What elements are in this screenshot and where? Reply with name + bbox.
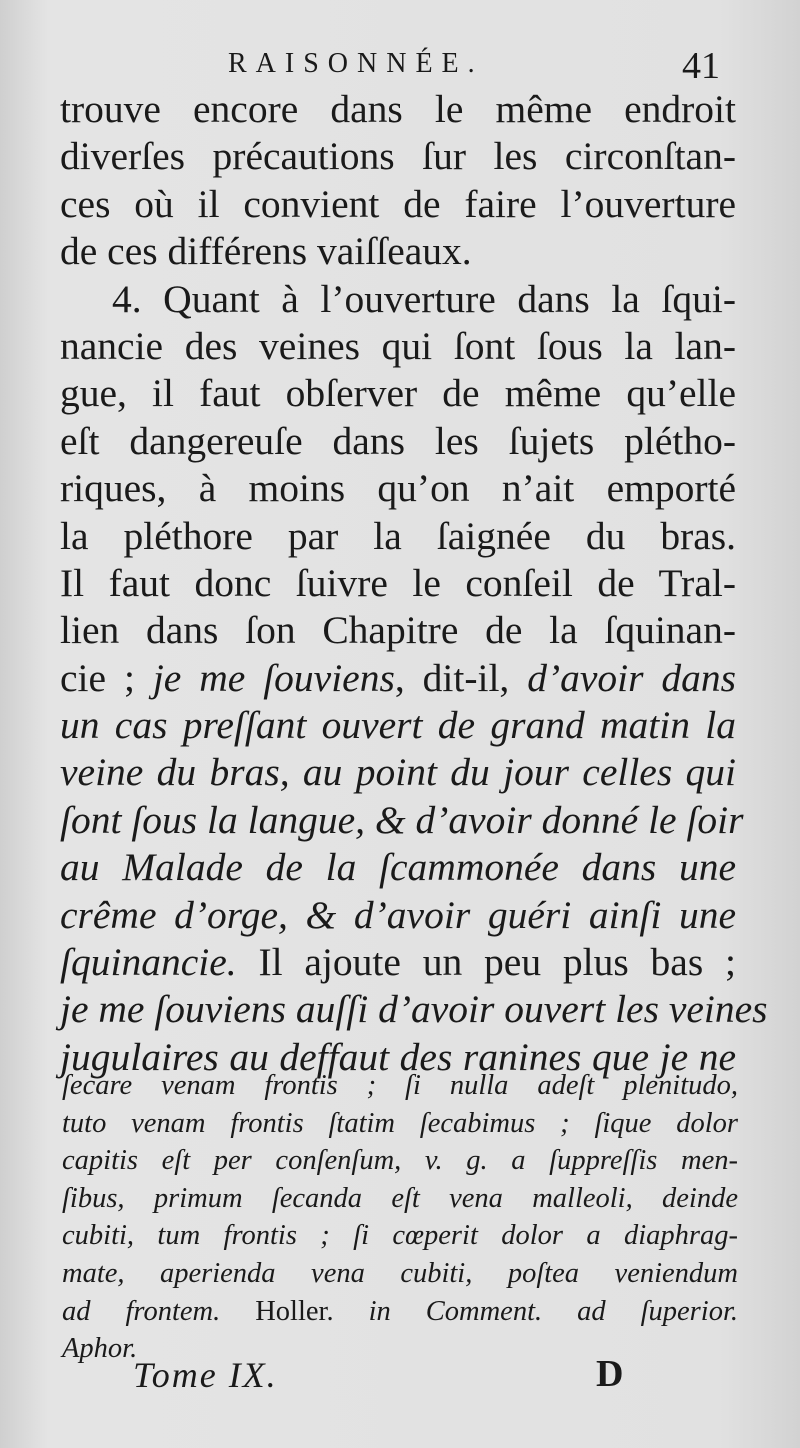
page-number: 41 [682, 45, 720, 87]
footnote-line: ſecare venam frontis ; ſi nulla adeſt plenitudo, [62, 1070, 738, 1101]
text-line: de ces différens vaiſſeaux. [60, 229, 472, 274]
page-footer [0, 1354, 800, 1404]
text-line: lien dans ſon Chapitre de la ſquinan- [60, 608, 736, 653]
text-line: au Malade de la ſcammonée dans une [60, 845, 736, 890]
italic-run: in Comment. ad ſuperior. [368, 1295, 738, 1327]
text-line-mixed [60, 655, 736, 702]
page-header [0, 45, 800, 88]
text-line-mixed [60, 939, 736, 986]
roman-run: Il ajoute un peu plus bas ; [236, 940, 736, 985]
text-line: nancie des veines qui ſont ſous la lan- [60, 323, 736, 368]
footnote-line: tuto venam frontis ſtatim ſecabimus ; ſique dolor [62, 1107, 738, 1139]
footnote-line: cubiti, tum frontis ; ſi cœperit dolor a diaphrag- [62, 1220, 738, 1252]
roman-run: cie ; [60, 655, 153, 700]
footnote-line: ſibus, primum ſecanda eſt vena malleoli, deinde [62, 1182, 738, 1214]
main-text [60, 86, 768, 1081]
footnote-line-mixed [62, 1293, 738, 1331]
text-line: un cas preſſant ouvert de grand matin la [60, 703, 736, 748]
text-line: je me ſouviens auſſi d’avoir ouvert les veines [60, 987, 768, 1032]
text-line: Il faut donc ſuivre le conſeil de Tral- [60, 560, 736, 605]
footnote [62, 1067, 738, 1368]
gathering-mark: D [596, 1353, 624, 1395]
text-line: jugulaires au deffaut des ranines que je ne [60, 1034, 736, 1079]
text-line: la pléthore par la ſaignée du bras. [60, 513, 736, 558]
footnote-line: Aphor. [62, 1333, 138, 1365]
text-line: ſont ſous la langue, & d’avoir donné le ſoir [60, 797, 744, 842]
roman-run: , dit-il, [394, 655, 528, 700]
text-line: 4. Quant à l’ouverture dans la ſqui- [112, 276, 736, 321]
text-line: gue, il faut obſerver de même qu’elle [60, 371, 736, 416]
italic-run: je me ſouviens [152, 655, 395, 700]
footnote-line: capitis eſt per conſenſum, v. g. a ſuppreſſis men- [62, 1145, 738, 1177]
italic-run: ad frontem. [62, 1295, 221, 1327]
text-line: eſt dangereuſe dans les ſujets plétho- [60, 418, 736, 463]
text-line: riques, à moins qu’on n’ait emporté [60, 466, 736, 511]
italic-run: ſquinancie. [60, 940, 237, 985]
roman-run: Holler. [220, 1295, 369, 1327]
text-line: diverſes précautions ſur les circonſtan- [60, 134, 736, 179]
text-line: crême d’orge, & d’avoir guéri ainſi une [60, 892, 736, 937]
volume-signature: Tome IX. [133, 1355, 278, 1395]
text-line: ces où il convient de faire l’ouverture [60, 181, 736, 226]
text-line: trouve encore dans le même endroit [60, 87, 736, 131]
running-head: RAISONNÉE. [228, 48, 484, 79]
footnote-line: mate, aperienda vena cubiti, poſtea veniendum [62, 1257, 738, 1289]
text-line: veine du bras, au point du jour celles qui [60, 750, 736, 795]
italic-run: d’avoir dans [527, 655, 737, 700]
